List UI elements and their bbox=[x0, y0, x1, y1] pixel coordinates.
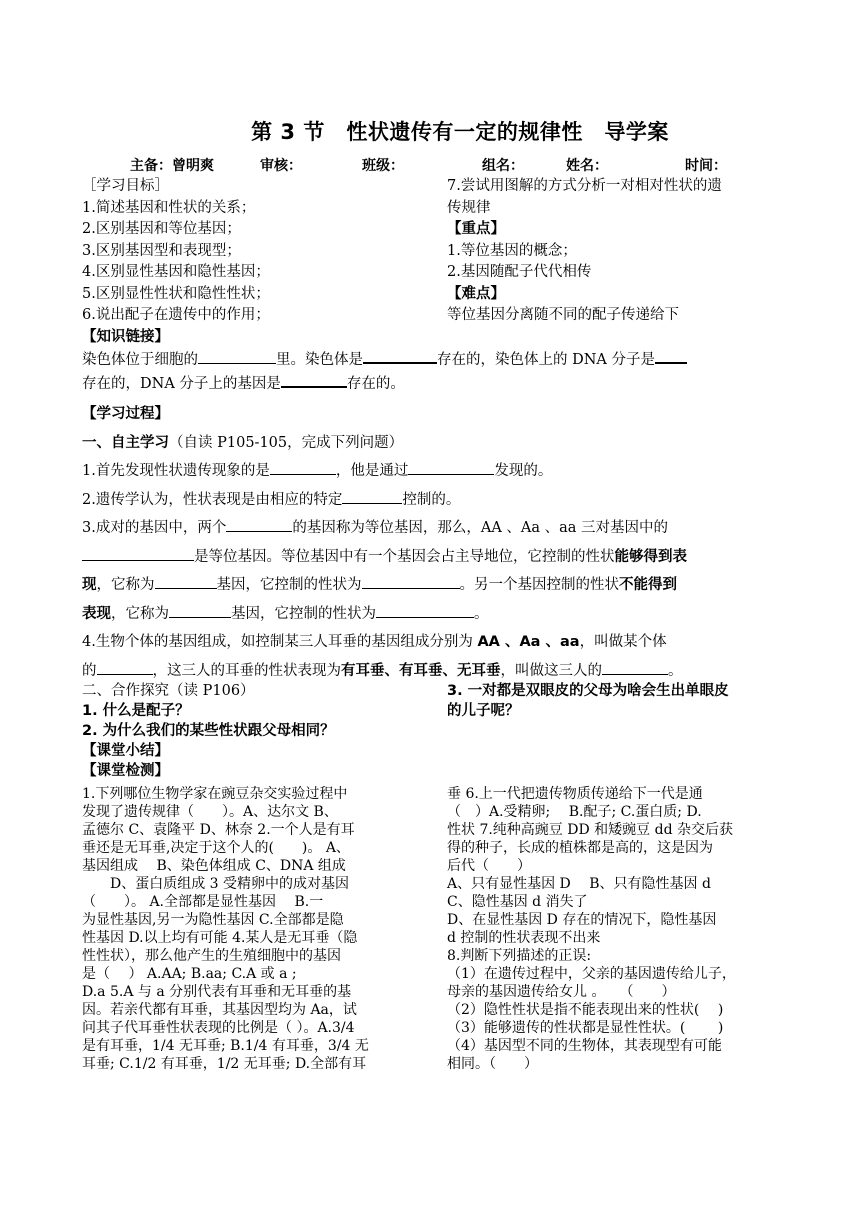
meta-editor: 主备：曾明爽 bbox=[130, 158, 214, 174]
self-study-note: （自读 P105-105，完成下列问题） bbox=[169, 434, 404, 451]
knowledge-link-text: 染色体位于细胞的 里。染色体是 存在的，染色体上的 DNA 分子是 存在的，DNA 分子上的基因是 存在的。 bbox=[82, 348, 782, 396]
cooperate-heading: 二、合作探究（读 P106） bbox=[82, 683, 255, 699]
meta-class: 班级： bbox=[362, 158, 404, 174]
objectives-left bbox=[82, 176, 432, 348]
objective-item: 6.说出配子在遗传中的作用； bbox=[82, 307, 270, 323]
blank[interactable] bbox=[362, 574, 460, 589]
objective-item-7: 7.尝试用图解的方式分析一对相对性状的遗 bbox=[447, 178, 722, 194]
blank[interactable] bbox=[82, 546, 194, 561]
question-2: 2.遗传学认为，性状表现是由相应的特定 控制的。 bbox=[82, 486, 782, 515]
cooperate-q3: 3. 一对都是双眼皮的父母为啥会生出单眼皮 bbox=[447, 683, 729, 699]
objectives-heading: ［学习目标］ bbox=[82, 178, 169, 194]
blank[interactable] bbox=[226, 517, 292, 532]
objective-item-7-cont: 传规律 bbox=[447, 199, 491, 216]
cooperate-q1: 1. 什么是配子？ bbox=[82, 703, 190, 719]
process-heading: 【学习过程】 bbox=[82, 406, 169, 422]
cooperate-right bbox=[447, 681, 787, 721]
blank[interactable] bbox=[655, 348, 687, 364]
page-title: 第 3 节 性状遗传有一定的规律性 导学案 bbox=[251, 120, 669, 144]
blank[interactable] bbox=[363, 348, 437, 364]
self-study-heading: 一、自主学习 bbox=[82, 434, 169, 451]
blank[interactable] bbox=[155, 574, 217, 589]
blank[interactable] bbox=[342, 489, 402, 504]
objective-item: 5.区别显性性状和隐性性状； bbox=[82, 285, 270, 302]
summary-heading: 【课堂小结】 bbox=[82, 743, 169, 759]
objective-item: 3.区别基因型和表现型； bbox=[82, 242, 241, 259]
meta-group: 组名： bbox=[482, 158, 524, 174]
objective-item: 4.区别显性基因和隐性基因； bbox=[82, 264, 270, 280]
blank[interactable] bbox=[281, 372, 347, 388]
test-left: 1.下列哪位生物学家在豌豆杂交实验过程中 发现了遗传规律（ ）。A、达尔文 B、 孟德尔 C、袁隆平 D、林奈 2.一个人是有耳 垂还是无耳垂,决定于这个人的( )。 A、 基因组成 B、染色体组成 C、DNA 组成 D、蛋白质组成 3 受精卵中的成对基因 （ ）。 A.全部都是显性基因 B.一 为显性基因,另一为隐性基因 C.全部都是隐 性基因 D.以上均有可能 4.某人是无耳垂（隐 性性状），那么他产生的生殖细胞中的基因 是（ ） A.AA; B.aa; C.A 或 a ; D.a 5.A 与 a 分别代表有耳垂和无耳垂的基 因。若亲代都有耳垂，其基因型均为 Aa，试 问其子代耳垂性状表现的比例是（ ）。A.3/4 是有耳垂，1/4 无耳垂; B.1/4 有耳垂，3/4 无 耳垂; C.1/2 有耳垂，1/2 无耳垂; D.全部有耳 bbox=[82, 786, 369, 1072]
meta-time: 时间： bbox=[685, 158, 727, 174]
blank[interactable] bbox=[376, 603, 474, 618]
cooperate-q2: 2. 为什么我们的某些性状跟父母相同？ bbox=[82, 723, 335, 739]
cooperate-left bbox=[82, 681, 432, 781]
blank[interactable] bbox=[169, 603, 231, 618]
objectives-right bbox=[447, 176, 787, 327]
key-item: 1.等位基因的概念； bbox=[447, 242, 577, 259]
knowledge-link-heading: 【知识链接】 bbox=[82, 328, 169, 345]
test-right: 垂 6.上一代把遗传物质传递给下一代是通 （ ）A.受精卵; B.配子; C.蛋白质; D. 性状 7.纯种高豌豆 DD 和矮豌豆 dd 杂交后获 得的种子，长成的植株都是高的，这是因为 后代（ ） A、只有显性基因 D B、只有隐性基因 d C、隐性基因 d 消失了 D、在显性基因 D 存在的情况下，隐性基因 d 控制的性状表现不出来 8.判断下列描述的正误: （1）在遗传过程中，父亲的基因遗传给儿子， 母亲的基因遗传给女儿 。 （ ） （2）隐性性状是指不能表现出来的性状( ) （3）能够遗传的性状都是显性性状。( ) （4）基因型不同的生物体，其表现型有可能 相同。（ ） bbox=[447, 786, 736, 1072]
difficult-item: 等位基因分离随不同的配子传递给下 bbox=[447, 307, 679, 323]
blank[interactable] bbox=[602, 660, 668, 675]
meta-name: 姓名： bbox=[566, 158, 608, 174]
question-1: 1.首先发现性状遗传现象的是 ，他是通过 发现的。 bbox=[82, 457, 782, 486]
blank[interactable] bbox=[97, 660, 153, 675]
key-heading: 【重点】 bbox=[447, 221, 505, 237]
objective-item: 1.简述基因和性状的关系； bbox=[82, 199, 256, 216]
question-3: 3.成对的基因中，两个 的基因称为等位基因，那么，AA 、Aa 、aa 三对基因中的 bbox=[82, 514, 782, 543]
blank[interactable] bbox=[408, 460, 494, 475]
learning-process: 【学习过程】 一、自主学习（自读 P105-105，完成下列问题） 1.首先发现性状遗传现象的是 ，他是通过 发现的。 2.遗传学认为，性状表现是由相应的特定 控制的。 3.成对的基因中，两个 的基因称为等位基因，那么，AA 、Aa 、aa 三对基因中的 是等位基因。等位基因中有一个基因会占主导地位，它控制的性状能够得到表 现，它称为 基因，它控制的性状为 。另一个基因控制的性状不能得到 表现，它称为 基因，它控制的性状为 。 4.生物个体的基因组成，如控制某三人耳垂的基因组成分别为 AA 、Aa 、aa，叫做某个体 的 ，这三人的耳垂的性状表现为有耳垂、有耳垂、无耳垂，叫做这三人的 。 bbox=[82, 400, 782, 685]
blank[interactable] bbox=[198, 349, 276, 364]
cooperate-q3-cont: 的儿子呢？ bbox=[447, 703, 520, 719]
objective-item: 2.区别基因和等位基因； bbox=[82, 221, 241, 237]
blank[interactable] bbox=[270, 460, 336, 475]
key-item: 2.基因随配子代代相传 bbox=[447, 264, 592, 280]
question-4: 4.生物个体的基因组成，如控制某三人耳垂的基因组成分别为 AA 、Aa 、aa，叫做某个体 bbox=[82, 634, 667, 650]
meta-reviewer: 审核： bbox=[260, 158, 302, 174]
difficult-heading: 【难点】 bbox=[447, 285, 505, 302]
test-heading: 【课堂检测】 bbox=[82, 763, 169, 779]
